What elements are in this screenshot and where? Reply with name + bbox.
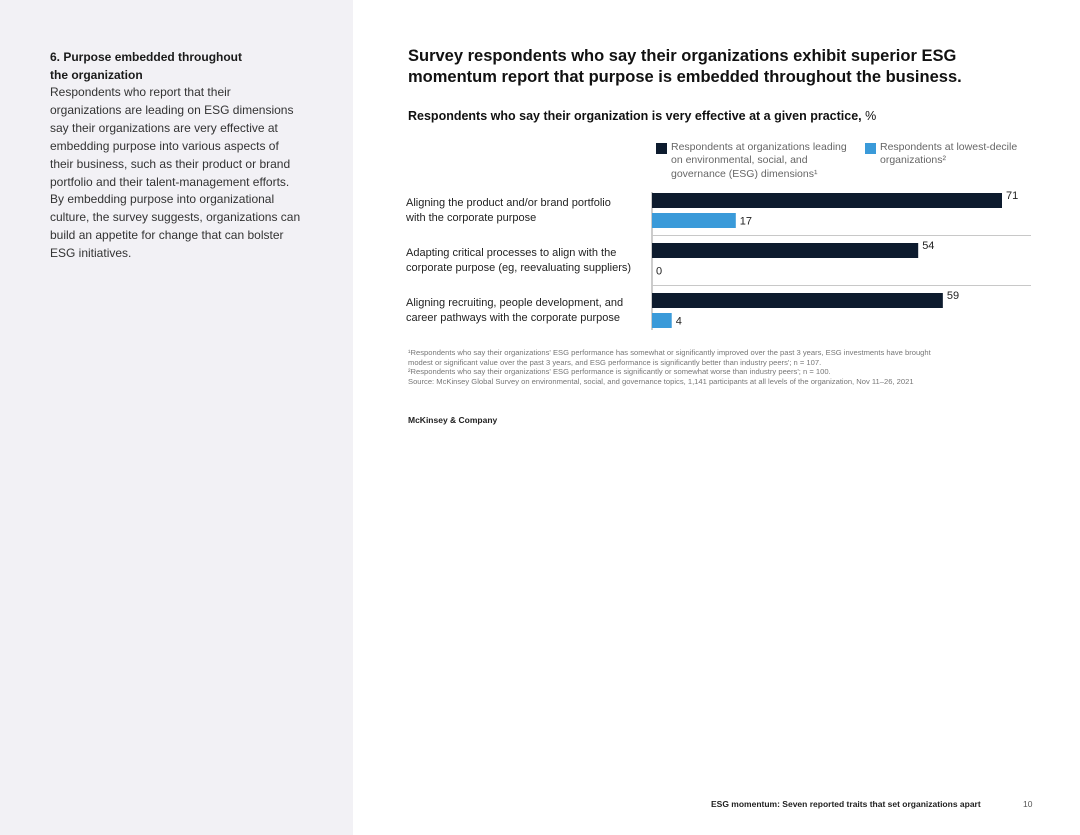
sidebar-body-line: By embedding purpose into organizational bbox=[50, 192, 275, 207]
bar-value-label: 71 bbox=[1006, 190, 1019, 202]
sidebar-body-line: embedding purpose into various aspects of bbox=[50, 138, 279, 153]
legend-label-line: on environmental, social, and bbox=[671, 154, 808, 167]
bar-chart bbox=[0, 0, 1080, 340]
sidebar-body-line: say their organizations are very effective at bbox=[50, 120, 278, 135]
bar-value-label: 0 bbox=[656, 265, 663, 278]
bar-leading bbox=[652, 293, 943, 308]
category-label-line: Aligning the product and/or brand portfolio bbox=[406, 197, 611, 209]
sidebar-body-line: culture, the survey suggests, organizations can bbox=[50, 210, 301, 225]
sidebar-body-line: build an appetite for change that can bolster bbox=[50, 228, 284, 243]
legend-label-line: governance (ESG) dimensions¹ bbox=[671, 167, 818, 180]
footnote-line: modest or significant value over the past 3 years, and ESG performance is significantly better than industry peers'; n = 107. bbox=[408, 357, 822, 367]
bar-lowest-decile bbox=[652, 213, 736, 228]
sidebar-heading-line: 6. Purpose embedded throughout bbox=[50, 50, 243, 64]
footnotes bbox=[408, 348, 1028, 386]
category-label-line: Adapting critical processes to align with the bbox=[406, 247, 617, 259]
chart-title-text: Respondents who say their organization is very effective at a given practice, bbox=[408, 109, 862, 123]
sidebar-body-line: their business, such as their product or brand bbox=[50, 156, 291, 171]
category-label-line: Aligning recruiting, people development, and bbox=[406, 297, 624, 309]
category-label-line: career pathways with the corporate purpose bbox=[406, 311, 621, 324]
sidebar-body-line: organizations are leading on ESG dimensions bbox=[50, 102, 294, 117]
sidebar-body-line: Respondents who report that their bbox=[50, 85, 231, 99]
footnote-line: Source: McKinsey Global Survey on environmental, social, and governance topics, 1,141 participants at all levels of the organization, Nov 11–26, 2021 bbox=[408, 376, 914, 386]
bar-value-label: 4 bbox=[675, 315, 682, 328]
legend-label-line: Respondents at organizations leading bbox=[671, 141, 847, 153]
footnote-line: ²Respondents who say their organizations' ESG performance is significantly or somewhat worse than industry peers'; n = 100. bbox=[408, 367, 831, 377]
sidebar-heading-line: the organization bbox=[50, 68, 143, 82]
category-label-line: with the corporate purpose bbox=[406, 211, 537, 224]
bar-value-label: 59 bbox=[946, 290, 960, 302]
chart-unit: % bbox=[865, 109, 877, 123]
exhibit-title-line: Survey respondents who say their organizations exhibit superior ESG bbox=[408, 47, 957, 65]
category-label-line: corporate purpose (eg, reevaluating suppliers) bbox=[406, 261, 632, 274]
footer-title: ESG momentum: Seven reported traits that set organizations apart bbox=[711, 799, 981, 809]
bar-value-label: 17 bbox=[739, 215, 753, 228]
page-number: 10 bbox=[1023, 799, 1033, 809]
brand-name: McKinsey & Company bbox=[408, 415, 498, 425]
bar-value-label: 54 bbox=[922, 240, 935, 252]
legend-label-line: Respondents at lowest-decile bbox=[880, 141, 1018, 153]
legend-label-line: organizations² bbox=[880, 154, 946, 167]
sidebar-body-line: portfolio and their talent-management efforts. bbox=[50, 174, 290, 189]
sidebar-body-line: ESG initiatives. bbox=[50, 246, 132, 261]
bar-lowest-decile bbox=[652, 313, 672, 328]
exhibit-title-line: momentum report that purpose is embedded throughout the business. bbox=[408, 68, 962, 86]
bar-leading bbox=[652, 243, 918, 258]
footnote-line: ¹Respondents who say their organizations' ESG performance has somewhat or significantly improved over the past 3 years, ESG investments have brought bbox=[408, 348, 931, 357]
bar-leading bbox=[652, 193, 1002, 208]
